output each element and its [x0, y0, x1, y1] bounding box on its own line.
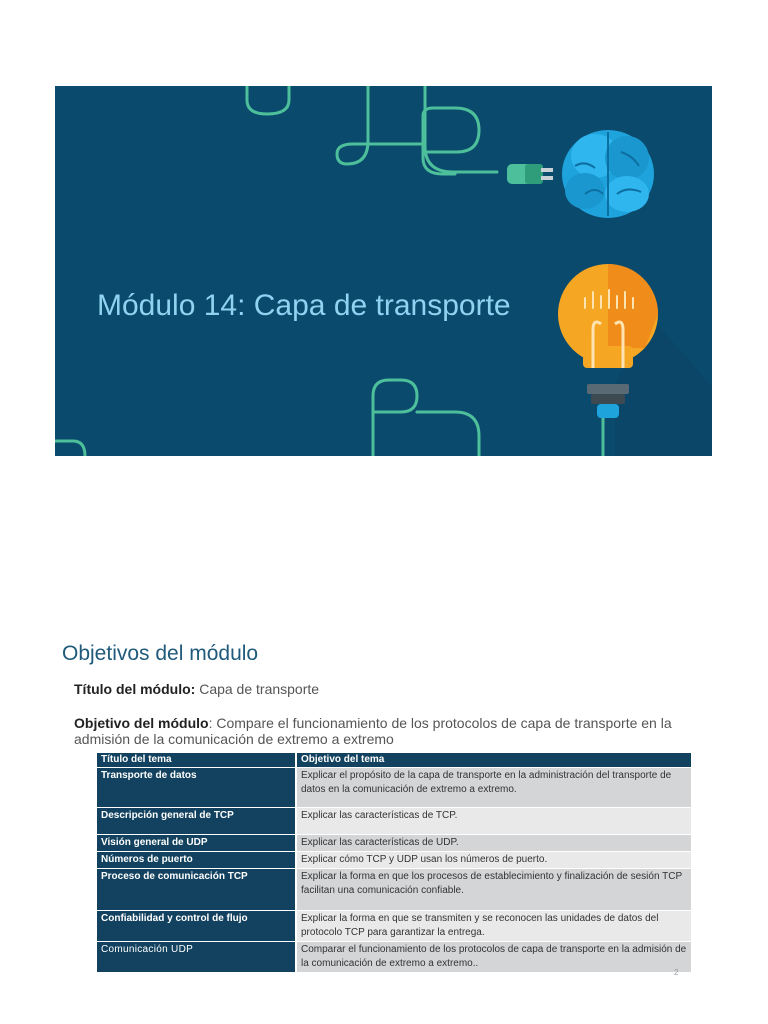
- banner-illustration: [55, 86, 712, 456]
- goal-cell: Explicar el propósito de la capa de transporte en la administración del transporte de datos en la comunicación de extremo a extremo.: [296, 768, 691, 808]
- column-header-topic: Título del tema: [97, 753, 296, 768]
- table-row: [97, 808, 691, 835]
- topic-cell: Descripción general de TCP: [97, 808, 296, 835]
- banner-title: Módulo 14: Capa de transporte: [97, 289, 511, 322]
- goal-cell: Comparar el funcionamiento de los protocolos de capa de transporte en la admisión de la comunicación de extremo a extremo..: [296, 942, 691, 973]
- circuit-lines: [55, 86, 603, 456]
- module-objective-value: : Compare el funcionamiento de los protocolos de capa de transporte en la admisión de la comunicación de extremo a extremo: [74, 715, 672, 747]
- objectives-table: [97, 753, 691, 973]
- topic-cell: Transporte de datos: [97, 768, 296, 808]
- goal-cell: Explicar la forma en que los procesos de establecimiento y finalización de sesión TCP facilitan una comunicación confiable.: [296, 869, 691, 911]
- table-row: [97, 869, 691, 911]
- module-objective-line: [74, 715, 714, 747]
- module-title-label: Título del módulo:: [74, 681, 196, 697]
- goal-cell: Explicar la forma en que se transmiten y se reconocen las unidades de datos del protocolo TCP para garantizar la entrega.: [296, 911, 691, 942]
- topic-cell: Números de puerto: [97, 852, 296, 869]
- brain-icon: [562, 130, 654, 218]
- module-title-value: Capa de transporte: [199, 681, 320, 697]
- module-title-line: [74, 681, 714, 697]
- table-row: [97, 768, 691, 808]
- section-heading: Objetivos del módulo: [62, 642, 259, 665]
- topic-cell: Confiabilidad y control de flujo: [97, 911, 296, 942]
- topic-cell: Proceso de comunicación TCP: [97, 869, 296, 911]
- plug-icon: [507, 164, 553, 184]
- column-header-goal: Objetivo del tema: [296, 753, 691, 768]
- goal-cell: Explicar cómo TCP y UDP usan los números de puerto.: [296, 852, 691, 869]
- title-banner: [55, 86, 712, 456]
- table-header-row: [97, 753, 691, 768]
- table-row: [97, 852, 691, 869]
- topic-cell: Comunicación UDP: [97, 942, 296, 973]
- table-row: [97, 911, 691, 942]
- lightbulb-icon: [558, 264, 712, 456]
- table-row: [97, 835, 691, 852]
- goal-cell: Explicar las características de TCP.: [296, 808, 691, 835]
- table-row: [97, 942, 691, 973]
- goal-cell: Explicar las características de UDP.: [296, 835, 691, 852]
- module-objective-label: Objetivo del módulo: [74, 715, 209, 731]
- topic-cell: Visión general de UDP: [97, 835, 296, 852]
- page-number: 2: [674, 968, 679, 977]
